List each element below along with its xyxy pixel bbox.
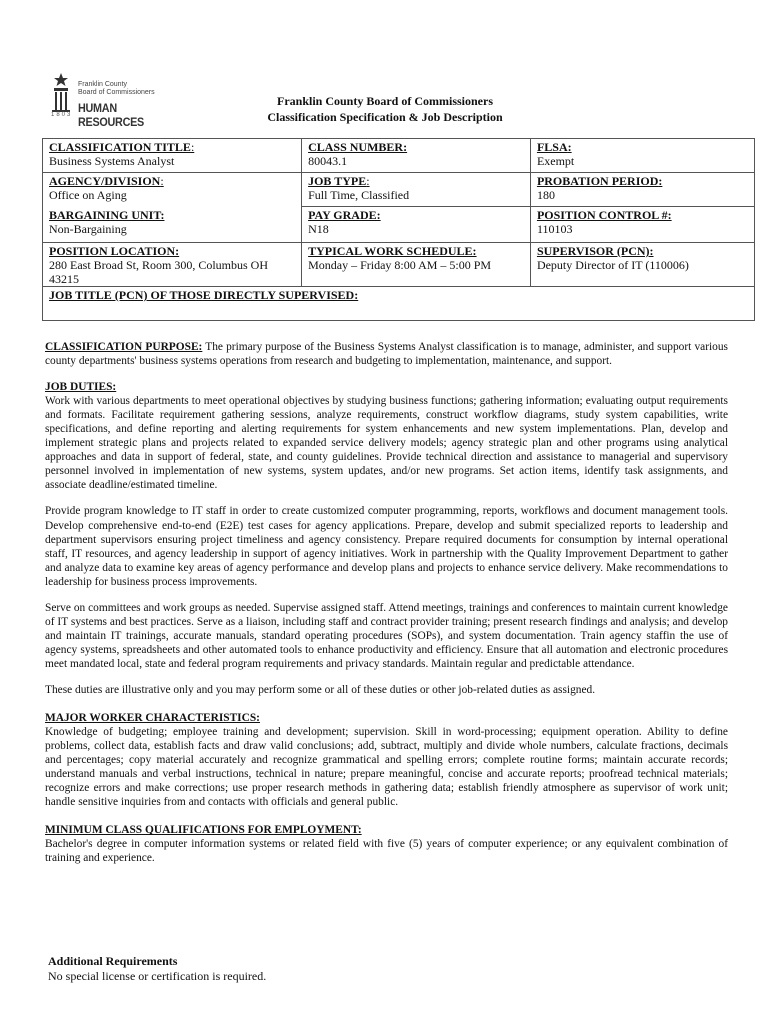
logo-name: HUMAN RESOURCES	[78, 101, 144, 129]
agency-value: Office on Aging	[49, 188, 127, 202]
agency-label: AGENCY/DIVISION	[49, 174, 161, 188]
pay-grade-label: PAY GRADE:	[308, 208, 381, 222]
purpose-text: The primary purpose of the Business Systems Analyst classification is to manage, administer, and support various county departments' business systems operations from research and budgeting to implementation, maintenance, and support.	[45, 341, 728, 368]
purpose-section	[45, 340, 728, 368]
cell-class-number	[302, 139, 531, 173]
class-number-label: CLASS NUMBER:	[308, 140, 408, 154]
cell-position-location	[43, 243, 302, 287]
characteristics-heading: MAJOR WORKER CHARACTERISTICS:	[45, 712, 260, 725]
flsa-value: Exempt	[536, 154, 575, 168]
position-control-value: 110103	[536, 222, 573, 236]
additional-requirements-section	[48, 954, 266, 984]
cell-supervised	[43, 287, 755, 321]
cell-job-type: JOB TYPE: Full Time, Classified	[302, 173, 531, 207]
logo-year: 1803	[51, 112, 73, 118]
cell-position-control	[530, 207, 754, 243]
position-location-label: POSITION LOCATION:	[49, 244, 180, 258]
supervised-label: JOB TITLE (PCN) OF THOSE DIRECTLY SUPERVISED:	[49, 288, 359, 302]
cell-flsa: FLSA: Exempt	[530, 139, 754, 173]
logo-line1: Franklin County	[78, 81, 128, 88]
classification-title-value: Business Systems Analyst	[49, 154, 175, 168]
additional-requirements-heading: Additional Requirements	[48, 954, 178, 968]
purpose-heading: CLASSIFICATION PURPOSE:	[45, 341, 203, 353]
position-location-value: 280 East Broad St, Room 300, Columbus OH 43215	[49, 258, 269, 286]
probation-label: PROBATION PERIOD	[536, 174, 659, 188]
duties-heading: JOB DUTIES:	[45, 381, 117, 394]
class-number-value: 80043.1	[308, 154, 348, 168]
cell-supervisor	[530, 243, 754, 287]
header-org: Franklin County Board of Commissioners	[276, 94, 494, 108]
qualifications-text: Bachelor's degree in computer information systems or related field with five (5) years of computer experience; or any equivalent combination of training and experience.	[45, 838, 728, 865]
duties-paragraph-2: Provide program knowledge to IT staff in order to create customized computer programming, reports, workflows and document management tools. Develop comprehensive end-to-end (E2E) test cases for agency applications. Prepare, develop and submit specialized reports to leadership and department supervisors ensuring project timeliness and agency consistency. Prepare required documents for consumption by internal operational staff, IT resources, and agency leadership in support of agency initiatives. Work in partnership with the Quality Improvement Department to gather and analyze data to examine key areas of agency performance and develop plans and projects to enhance service delivery. Make recommendations to leadership for business process improvements.	[45, 505, 728, 588]
probation-value: 180	[536, 188, 555, 202]
characteristics-text: Knowledge of budgeting; employee training and development; supervision. Skill in word-processing; equipment operation. Ability to define problems, collect data, establish facts and draw valid conclusions; add, subtract, multiply and divide whole numbers, calculate fractions, decimals and percentages; copy material accurately and recognize grammatical and spelling errors; complete routine forms; maintain accurate records; understand manuals and verbal instructions, technical in nature; prepare meaningful, concise and accurate reports; proofread technical materials; recognize errors and make corrections; use proper research methods in gathering data; establish friendly atmosphere as supervisor of work unit; handle sensitive inquiries from and contacts with officials and general public.	[45, 726, 728, 809]
job-type-label: JOB TYPE	[308, 174, 367, 188]
duties-paragraph-3: Serve on committees and work groups as needed. Supervise assigned staff. Attend meetings, trainings and conferences to maintain current knowledge of IT systems and best practices. Serve as a liaison, including staff and contract provider training; present research findings and analysis; and develop and maintain IT trainings, accurate manuals, standard operating procedures (SOPs), and system documentation. Train agency staffin the use of agency systems, spreadsheets and other automated tools to enhance productivity and efficiency. Ensure that all automation and electronic procedures meet mandated local, state and federal program requirements and privacy standards. Maintain regular and predictable attendance.	[45, 601, 728, 670]
header-doc-title: Classification Specification & Job Description	[267, 110, 503, 124]
supervisor-value: Deputy Director of IT (110006)	[536, 258, 689, 272]
additional-requirements-text: No special license or certification is required.	[48, 969, 267, 983]
cell-classification-title: CLASSIFICATION TITLE: Business Systems Analyst	[43, 139, 302, 173]
cell-schedule	[302, 243, 531, 287]
characteristics-section	[45, 711, 728, 809]
duties-paragraph-1: Work with various departments to meet operational objectives by studying business functions; gathering information; evaluating output requirements and formats. Facilitate requirement gathering sessions, analyze requirements, construct workflow diagrams, study system capabilities, write specifications, and define reporting and alerting requirements for system enhancements and new system implementations. Plan, develop and implement strategic plans and projects related to expanded service delivery models; agency strategic plan and other programs using analytical approaches and data in support of federal, state, and county guidelines. Provide technical direction and assistance to managerial and supervisory personnel involved in implementation of new systems, system updates, and/or new programs. Set action items, identify task assignments, and associate deadline/estimated timeline.	[45, 395, 728, 492]
flsa-label: FLSA	[536, 140, 568, 154]
job-info-table	[42, 138, 755, 321]
cell-agency: AGENCY/DIVISION: Office on Aging	[43, 173, 302, 207]
job-type-value: Full Time, Classified	[308, 188, 410, 202]
bargaining-label: BARGAINING UNIT:	[49, 207, 165, 222]
pay-grade-value: N18	[308, 222, 329, 236]
qualifications-section	[45, 823, 728, 865]
bargaining-value: Non-Bargaining	[49, 221, 127, 236]
job-description-body	[45, 340, 728, 866]
position-control-label: POSITION CONTROL #:	[536, 208, 672, 222]
classification-title-label: CLASSIFICATION TITLE	[49, 140, 191, 154]
cell-bargaining	[43, 207, 302, 243]
schedule-value: Monday – Friday 8:00 AM – 5:00 PM	[308, 258, 492, 272]
duties-section	[45, 380, 728, 697]
duties-paragraph-4: These duties are illustrative only and you may perform some or all of these duties or other job-related duties as assigned.	[45, 683, 596, 696]
logo-line2: Board of Commissioners	[78, 89, 155, 96]
qualifications-heading: MINIMUM CLASS QUALIFICATIONS FOR EMPLOYMENT:	[45, 824, 362, 837]
cell-pay-grade	[302, 207, 531, 243]
cell-probation: PROBATION PERIOD: 180	[530, 173, 754, 207]
schedule-label: TYPICAL WORK SCHEDULE:	[308, 244, 477, 258]
supervisor-label: SUPERVISOR (PCN):	[536, 244, 654, 258]
